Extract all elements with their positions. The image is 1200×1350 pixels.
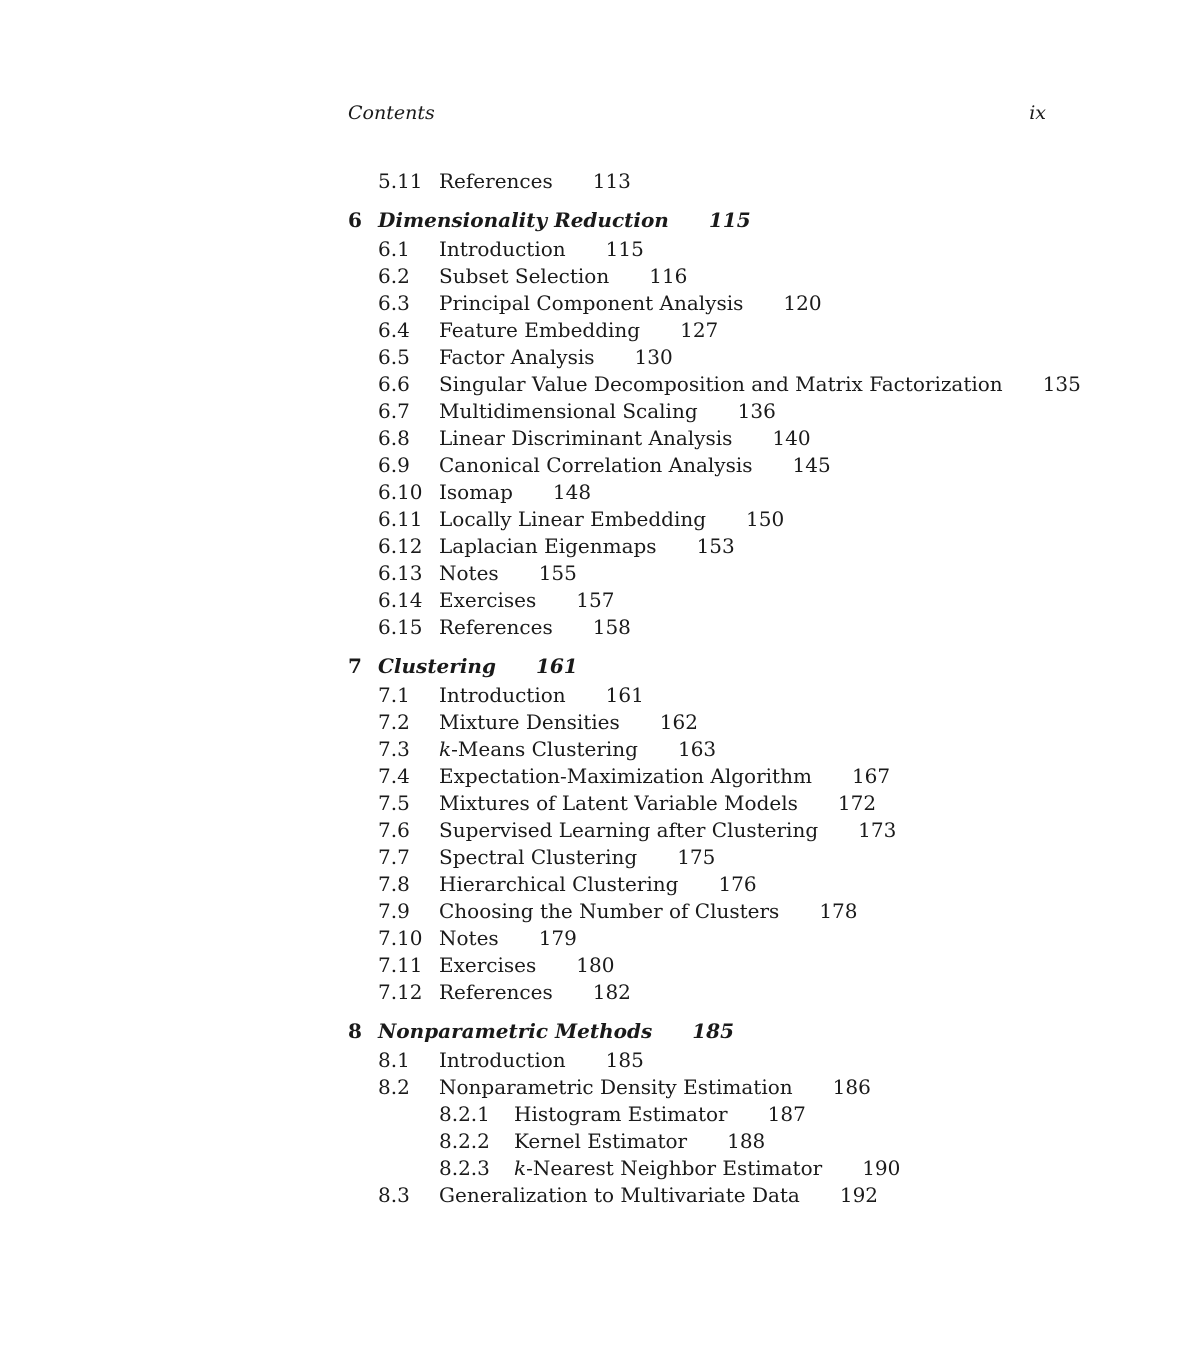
toc-entry-title [439,871,757,898]
toc-entry-page: 140 [772,426,811,450]
toc-entry-title [439,263,687,290]
toc-entry-page: 188 [727,1129,766,1153]
toc-entry-title [439,560,577,587]
toc-entry-title [439,533,735,560]
toc-entry-number: 7.8 [378,872,410,896]
toc-section-entry[interactable] [348,263,1108,290]
toc-section-entry[interactable] [348,817,1108,844]
toc-entry-number: 6.10 [378,480,423,504]
toc-entry-number: 6.15 [378,615,423,639]
toc-entry-title [439,317,718,344]
toc-section-entry[interactable] [348,587,1108,614]
toc-section-entry[interactable] [348,790,1108,817]
toc-entry-number: 8.3 [378,1183,410,1207]
toc-entry-title-text: Kernel Estimator [514,1129,688,1153]
toc-entry-page: 136 [737,399,776,423]
toc-entry-number: 6.14 [378,588,423,612]
toc-entry-title-text: Singular Value Decomposition and Matrix Factorization [439,372,1003,396]
toc-entry-title [439,614,631,641]
toc-section-entry[interactable] [348,709,1108,736]
toc-section-entry[interactable] [348,344,1108,371]
toc-subsection-entry[interactable] [348,1128,1108,1155]
toc-entry-title [439,1074,871,1101]
toc-entry-page: 157 [576,588,615,612]
toc-section-entry[interactable] [348,736,1108,763]
toc-entry-title-text: Subset Selection [439,264,610,288]
toc-entry-title [439,736,716,763]
toc-entry-number: 6.12 [378,534,423,558]
toc-entry-title-text: Nonparametric Methods [378,1019,653,1043]
toc-entry-title [439,398,776,425]
table-of-contents [348,168,1108,1209]
toc-entry-page: 115 [708,208,751,232]
toc-entry-title-text: Clustering [378,654,496,678]
toc-entry-page: 190 [862,1156,901,1180]
toc-entry-number: 7.11 [378,953,423,977]
toc-entry-title-text: Principal Component Analysis [439,291,744,315]
toc-entry-title [439,763,890,790]
toc-entry-title [378,205,751,236]
toc-entry-title-text: Exercises [439,588,537,612]
toc-entry-title [439,682,644,709]
toc-chapter-entry[interactable] [348,205,1108,236]
toc-entry-title [439,236,644,263]
toc-entry-page: 176 [718,872,757,896]
toc-entry-title [439,168,631,195]
toc-entry-title [439,1182,878,1209]
header-page-number: ix [1029,102,1046,124]
toc-entry-page: 180 [576,953,615,977]
toc-section-entry[interactable] [348,682,1108,709]
toc-entry-title [439,479,591,506]
toc-entry-number: 6.11 [378,507,423,531]
toc-section-entry[interactable] [348,898,1108,925]
toc-entry-number: 6.6 [378,372,410,396]
toc-entry-number: 7 [348,654,362,678]
toc-entry-number: 7.2 [378,710,410,734]
toc-entry-number: 7.4 [378,764,410,788]
toc-entry-page: 161 [605,683,644,707]
toc-entry-page: 187 [767,1102,806,1126]
toc-entry-page: 185 [605,1048,644,1072]
running-header [348,102,1046,128]
toc-entry-page: 161 [535,654,578,678]
toc-entry-number: 6.2 [378,264,410,288]
toc-entry-page: 182 [592,980,631,1004]
toc-entry-number: 6.3 [378,291,410,315]
toc-entry-title [514,1155,900,1182]
toc-entry-page: 167 [851,764,891,788]
toc-section-entry[interactable] [348,452,1108,479]
toc-section-entry[interactable] [348,168,1108,195]
toc-section-entry[interactable] [348,871,1108,898]
toc-entry-title-text: Expectation-Maximization Algorithm [439,764,812,788]
toc-entry-title-text: Mixtures of Latent Variable Models [439,791,798,815]
toc-subsection-entry[interactable] [348,1155,1108,1182]
toc-entry-number: 8.2 [378,1075,410,1099]
toc-entry-title-text: Introduction [439,237,566,261]
toc-entry-number: 6.13 [378,561,423,585]
toc-section-entry[interactable] [348,925,1108,952]
toc-entry-page: 113 [592,169,631,193]
toc-entry-number: 7.9 [378,899,410,923]
toc-entry-title-prefix: k [439,737,452,761]
toc-entry-title-text: Mixture Densities [439,710,620,734]
toc-entry-title-text: Introduction [439,683,566,707]
toc-entry-title-text: Exercises [439,953,537,977]
toc-section-entry[interactable] [348,979,1108,1006]
toc-entry-title [439,506,784,533]
toc-entry-page: 175 [677,845,716,869]
toc-entry-number: 6.4 [378,318,410,342]
toc-entry-title-text: Linear Discriminant Analysis [439,426,733,450]
toc-entry-title-text: Dimensionality Reduction [378,208,669,232]
toc-entry-number: 6.9 [378,453,410,477]
toc-entry-title-text: -Means Clustering [451,737,638,761]
toc-entry-page: 192 [839,1183,879,1207]
toc-entry-title [439,817,896,844]
toc-entry-title-text: References [439,169,553,193]
toc-section-entry[interactable] [348,506,1108,533]
toc-section-entry[interactable] [348,560,1108,587]
toc-entry-title-text: References [439,980,553,1004]
toc-entry-number: 6.5 [378,345,410,369]
toc-entry-page: 153 [696,534,735,558]
toc-entry-page: 120 [783,291,822,315]
toc-entry-title-text: Feature Embedding [439,318,641,342]
toc-entry-number: 7.3 [378,737,410,761]
toc-entry-title [439,371,1081,398]
toc-entry-title [439,952,614,979]
toc-entry-page: 173 [858,818,897,842]
toc-entry-title [439,844,715,871]
toc-entry-title-text: Choosing the Number of Clusters [439,899,780,923]
toc-entry-page: 179 [538,926,577,950]
toc-entry-title [378,651,578,682]
toc-entry-page: 162 [659,710,698,734]
toc-entry-title-text: Isomap [439,480,513,504]
toc-entry-page: 178 [819,899,858,923]
toc-entry-title-text: Histogram Estimator [514,1102,728,1126]
toc-entry-number: 7.6 [378,818,410,842]
toc-entry-title [439,452,831,479]
toc-entry-title [439,898,858,925]
toc-entry-title-text: Introduction [439,1048,566,1072]
toc-entry-number: 5.11 [378,169,423,193]
toc-entry-page: 158 [592,615,631,639]
toc-entry-page: 155 [538,561,577,585]
toc-section-entry[interactable] [348,1182,1108,1209]
toc-entry-title [439,979,631,1006]
toc-entry-page: 116 [649,264,688,288]
toc-entry-title-text: References [439,615,553,639]
toc-entry-title [514,1101,806,1128]
toc-entry-page: 145 [792,453,831,477]
toc-section-entry[interactable] [348,1047,1108,1074]
toc-entry-number: 6.8 [378,426,410,450]
toc-entry-title-text: Multidimensional Scaling [439,399,698,423]
toc-entry-title [439,790,876,817]
toc-entry-title-text: Locally Linear Embedding [439,507,707,531]
toc-entry-title-text: Notes [439,926,499,950]
toc-entry-page: 186 [832,1075,871,1099]
toc-section-entry[interactable] [348,1074,1108,1101]
toc-entry-title-prefix: k [514,1156,527,1180]
toc-entry-number: 8.2.3 [439,1156,490,1180]
toc-entry-title [439,290,822,317]
toc-section-entry[interactable] [348,425,1108,452]
toc-entry-page: 148 [552,480,592,504]
toc-entry-title [439,425,811,452]
toc-entry-title [439,925,577,952]
toc-entry-title-text: Spectral Clustering [439,845,638,869]
toc-entry-title-text: Canonical Correlation Analysis [439,453,753,477]
toc-entry-title [514,1128,765,1155]
toc-entry-number: 8.2.1 [439,1102,490,1126]
toc-section-entry[interactable] [348,533,1108,560]
toc-entry-title-text: Factor Analysis [439,345,595,369]
toc-section-entry[interactable] [348,479,1108,506]
toc-section-entry[interactable] [348,398,1108,425]
toc-entry-number: 6 [348,208,362,232]
toc-entry-title [439,1047,644,1074]
toc-entry-number: 7.1 [378,683,410,707]
toc-subsection-entry[interactable] [348,1101,1108,1128]
toc-chapter-entry[interactable] [348,1016,1108,1047]
toc-entry-title [378,1016,734,1047]
toc-entry-title-text: Hierarchical Clustering [439,872,679,896]
toc-entry-number: 7.5 [378,791,410,815]
toc-entry-page: 127 [680,318,719,342]
toc-entry-page: 130 [634,345,673,369]
toc-entry-title-text: Laplacian Eigenmaps [439,534,657,558]
toc-entry-number: 8.2.2 [439,1129,490,1153]
toc-entry-page: 172 [837,791,877,815]
toc-entry-page: 163 [677,737,717,761]
toc-entry-title-text: Supervised Learning after Clustering [439,818,819,842]
header-title: Contents [348,102,435,124]
toc-section-entry[interactable] [348,317,1108,344]
toc-section-entry[interactable] [348,763,1108,790]
toc-entry-title [439,587,614,614]
toc-entry-number: 7.10 [378,926,423,950]
toc-entry-title-text: Notes [439,561,499,585]
toc-section-entry[interactable] [348,371,1108,398]
toc-entry-title [439,709,698,736]
toc-entry-number: 7.12 [378,980,423,1004]
toc-entry-page: 135 [1042,372,1081,396]
toc-entry-number: 8.1 [378,1048,410,1072]
toc-section-entry[interactable] [348,614,1108,641]
toc-entry-number: 7.7 [378,845,410,869]
toc-entry-title-text: Nonparametric Density Estimation [439,1075,793,1099]
toc-entry-number: 8 [348,1019,362,1043]
toc-section-entry[interactable] [348,952,1108,979]
toc-section-entry[interactable] [348,236,1108,263]
toc-entry-number: 6.7 [378,399,410,423]
toc-chapter-entry[interactable] [348,651,1108,682]
toc-entry-title [439,344,673,371]
toc-entry-title-text: -Nearest Neighbor Estimator [526,1156,823,1180]
toc-entry-page: 115 [605,237,644,261]
toc-entry-page: 185 [692,1019,734,1043]
toc-section-entry[interactable] [348,844,1108,871]
toc-section-entry[interactable] [348,290,1108,317]
toc-entry-title-text: Generalization to Multivariate Data [439,1183,800,1207]
toc-entry-number: 6.1 [378,237,410,261]
toc-entry-page: 150 [746,507,785,531]
